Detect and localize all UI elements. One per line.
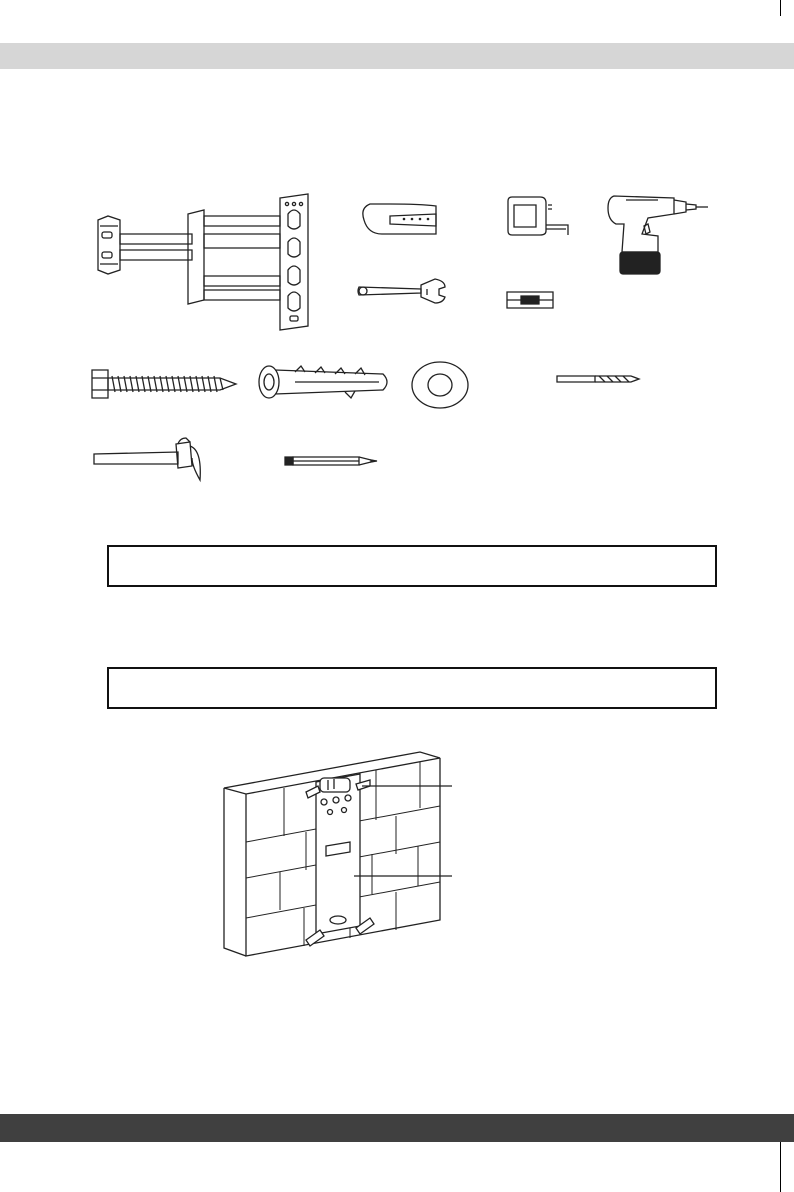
stud-finder-icon — [360, 200, 440, 240]
adjustable-wrench-icon — [355, 275, 450, 305]
margin-rule — [780, 0, 781, 16]
brick-wall-plate-icon — [220, 750, 465, 960]
note-box-1 — [107, 545, 717, 587]
wall-anchor-icon — [255, 362, 395, 402]
tape-measure-icon — [500, 195, 575, 240]
wall-side — [224, 788, 246, 956]
note-box-2 — [107, 667, 717, 709]
pencil-icon — [283, 454, 379, 468]
hammer-icon — [92, 436, 207, 486]
cordless-drill-icon — [600, 190, 710, 280]
wall-mount-arm-icon — [80, 190, 320, 335]
margin-rule-bottom — [780, 1142, 781, 1192]
lag-bolt-icon — [90, 368, 240, 400]
drill-bit-icon — [555, 372, 640, 386]
washer-icon — [410, 360, 470, 410]
footer-bar — [0, 1114, 794, 1142]
header-bar — [0, 43, 794, 69]
spirit-level-icon — [505, 290, 555, 310]
